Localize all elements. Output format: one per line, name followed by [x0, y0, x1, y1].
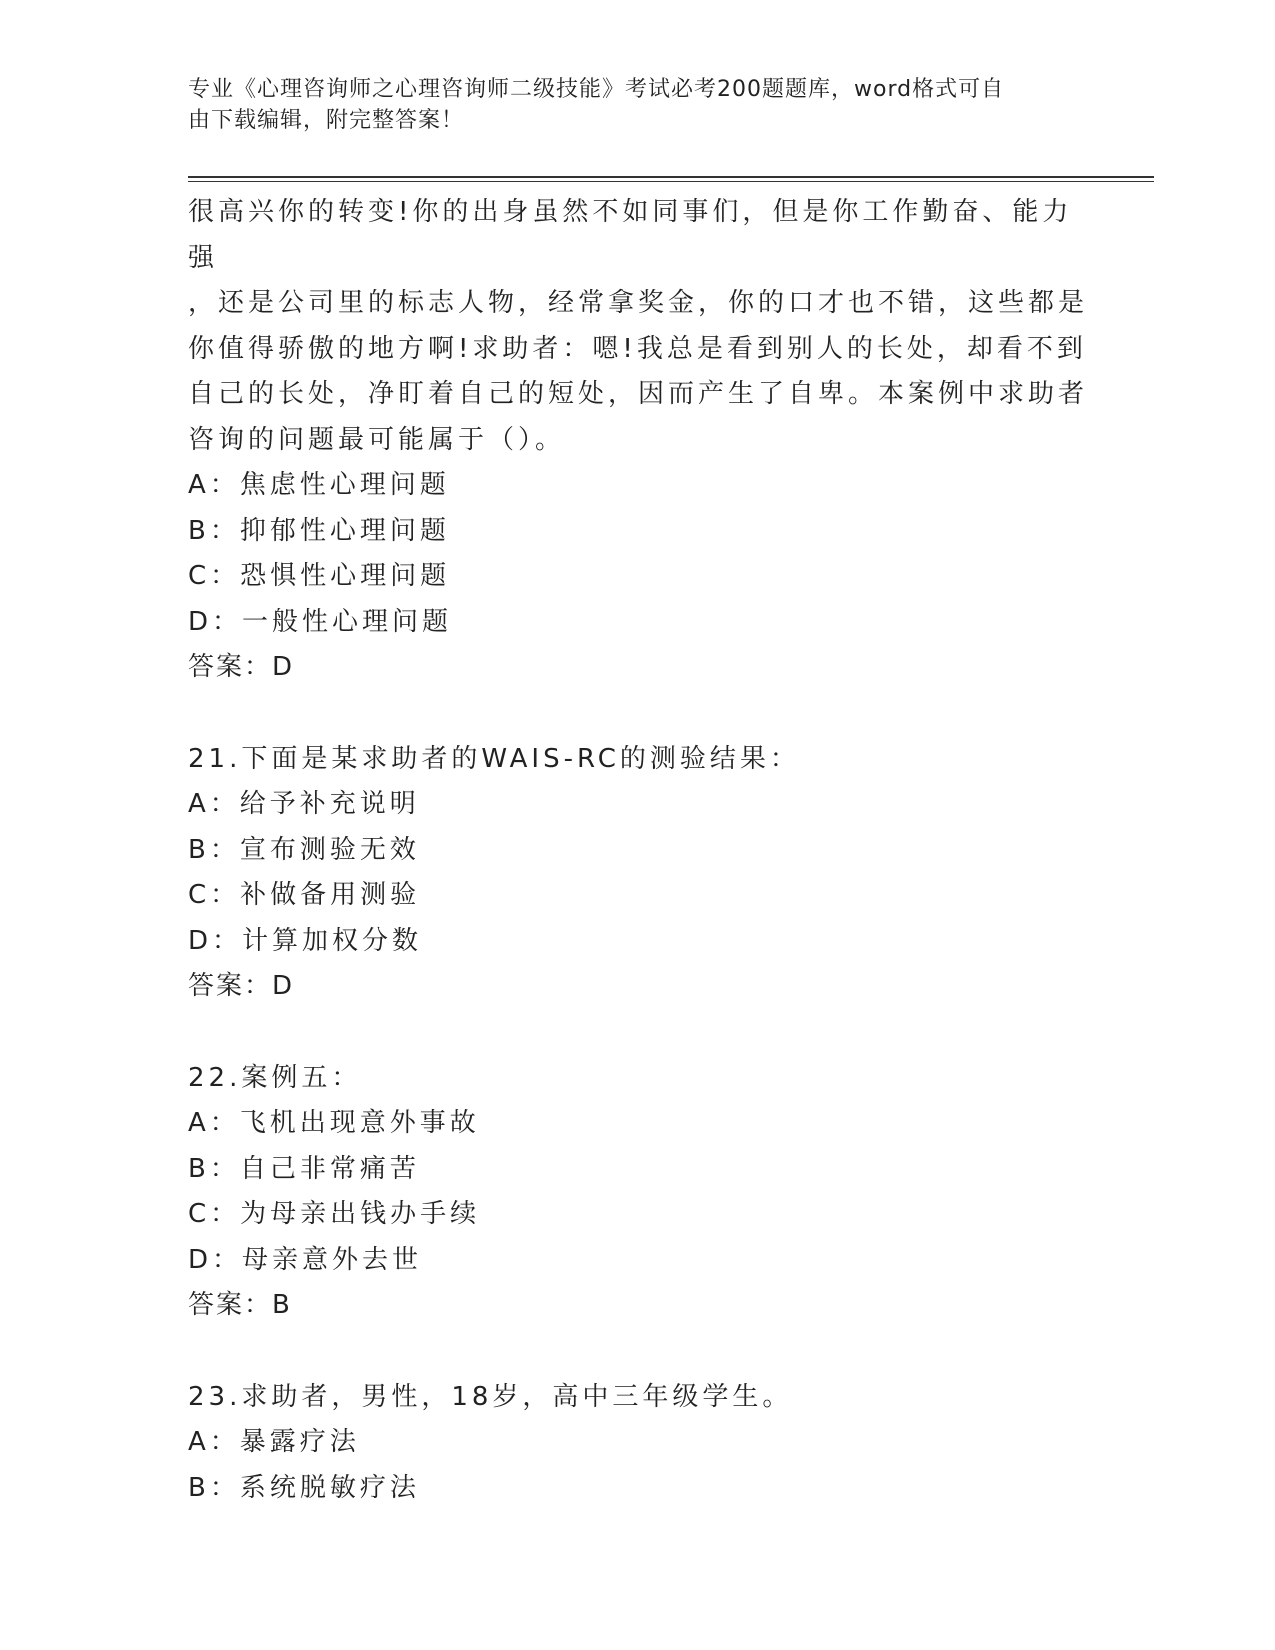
option-d: D：一般性心理问题	[188, 606, 453, 637]
header-divider-thick	[188, 176, 1154, 178]
spacer	[188, 1010, 1088, 1056]
option-d: D：母亲意外去世	[188, 1244, 423, 1275]
option-a: A：焦虑性心理问题	[188, 470, 450, 500]
option-c: C：补做备用测验	[188, 880, 421, 910]
spacer	[188, 1329, 1088, 1375]
question-stem: 22.案例五：	[188, 1062, 362, 1093]
question-text-line: 你值得骄傲的地方啊!求助者：嗯!我总是看到别人的长处，却看不到	[188, 333, 1087, 364]
document-body	[188, 190, 1088, 1511]
option-b: B：自己非常痛苦	[188, 1153, 420, 1184]
question-block-23	[188, 1375, 1088, 1512]
question-text-line: 自己的长处，净盯着自己的短处，因而产生了自卑。本案例中求助者	[188, 379, 1089, 409]
option-a: A：给予补充说明	[188, 789, 420, 819]
header-line-2: 由下载编辑，附完整答案！	[188, 108, 465, 133]
option-c: C：为母亲出钱办手续	[188, 1199, 481, 1229]
option-c: C：恐惧性心理问题	[188, 561, 451, 591]
option-b: B：抑郁性心理问题	[188, 515, 450, 546]
option-b: B：系统脱敏疗法	[188, 1472, 420, 1503]
question-block-continued	[188, 190, 1088, 691]
answer-line: 答案：D	[188, 971, 295, 1001]
question-stem: 23.求助者，男性，18岁，高中三年级学生。	[188, 1381, 793, 1412]
question-block-22	[188, 1056, 1088, 1329]
spacer	[188, 691, 1088, 737]
option-a: A：暴露疗法	[188, 1427, 360, 1457]
option-a: A：飞机出现意外事故	[188, 1108, 480, 1138]
question-block-21	[188, 737, 1088, 1010]
header-line-1: 专业《心理咨询师之心理咨询师二级技能》考试必考200题题库，word格式可自	[188, 77, 1005, 102]
document-header	[188, 74, 1068, 136]
question-text-line: 咨询的问题最可能属于（）。	[188, 424, 566, 455]
header-divider-thin	[188, 181, 1154, 182]
option-b: B：宣布测验无效	[188, 834, 420, 865]
question-stem: 21.下面是某求助者的WAIS-RC的测验结果：	[188, 743, 800, 774]
answer-line: 答案：D	[188, 652, 295, 682]
question-text-line: 很高兴你的转变!你的出身虽然不如同事们，但是你工作勤奋、能力强	[188, 197, 1073, 273]
option-d: D：计算加权分数	[188, 925, 423, 956]
question-text-line: ，还是公司里的标志人物，经常拿奖金，你的口才也不错，这些都是	[188, 288, 1089, 318]
answer-line: 答案：B	[188, 1290, 292, 1320]
